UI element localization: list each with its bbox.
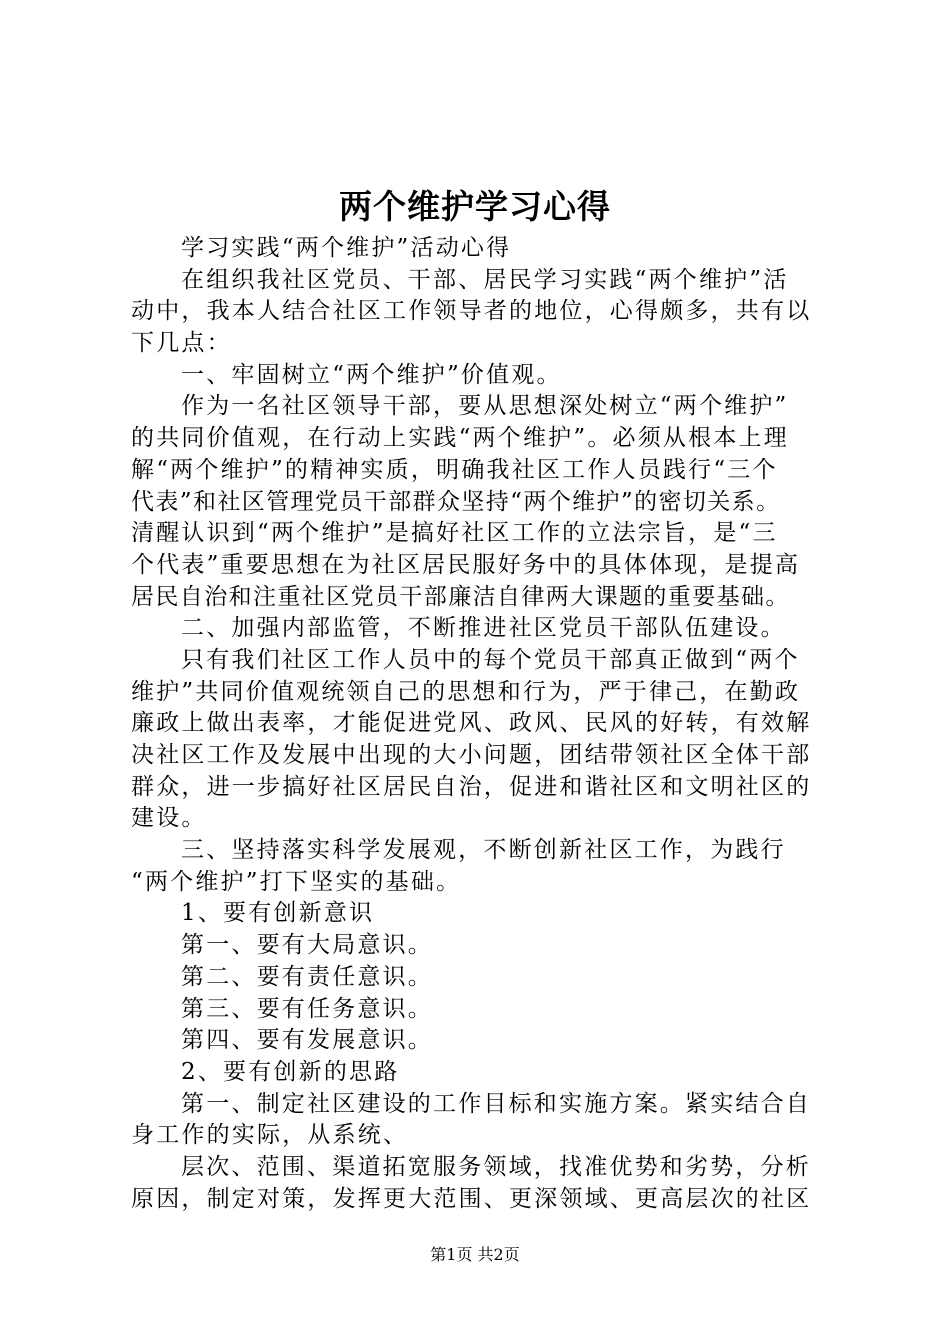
- page-footer: 第1页 共2页: [430, 1245, 520, 1264]
- body-line: 代表”和社区管理党员干部群众坚持“两个维护”的密切关系。: [131, 488, 781, 515]
- body-line: 二、加强内部监管，不断推进社区党员干部队伍建设。: [181, 615, 786, 642]
- body-line: 廉政上做出表率，才能促进党风、政风、民风的好转，有效解: [131, 710, 812, 737]
- body-line: 动中，我本人结合社区工作领导者的地位，心得颇多，共有以: [131, 298, 812, 325]
- body-line: 居民自治和注重社区党员干部廉洁自律两大课题的重要基础。: [131, 583, 790, 610]
- body-line: 群众，进一步搞好社区居民自治，促进和谐社区和文明社区的: [131, 773, 812, 800]
- body-line: 维护”共同价值观统领自己的思想和行为，严于律己，在勤政: [131, 678, 801, 705]
- document-title: 两个维护学习心得: [339, 187, 611, 226]
- body-line: 建设。: [131, 805, 207, 832]
- body-line: 1、要有创新意识: [181, 900, 375, 927]
- body-line: 下几点：: [131, 330, 232, 357]
- document-body: [131, 233, 831, 1215]
- body-line: 清醒认识到“两个维护”是搞好社区工作的立法宗旨，是“三: [131, 520, 778, 547]
- body-line: 的共同价值观，在行动上实践“两个维护”。必须从根本上理: [131, 425, 789, 452]
- body-line: 第四、要有发展意识。: [181, 1027, 433, 1054]
- body-line: 个代表”重要思想在为社区居民服好务中的具体体现，是提高: [131, 551, 801, 578]
- body-line: 第三、要有任务意识。: [181, 995, 433, 1022]
- body-line: “两个维护”打下坚实的基础。: [131, 868, 462, 895]
- body-line: 学习实践“两个维护”活动心得: [181, 235, 512, 261]
- body-line: 决社区工作及发展中出现的大小问题，团结带领社区全体干部: [131, 742, 812, 768]
- body-line: 第一、制定社区建设的工作目标和实施方案。紧实结合自: [181, 1090, 811, 1117]
- body-line: 解“两个维护”的精神实质，明确我社区工作人员践行“三个: [131, 456, 778, 483]
- body-line: 原因，制定对策，发挥更大范围、更深领域、更高层次的社区: [131, 1185, 812, 1212]
- body-line: 作为一名社区领导干部，要从思想深处树立“两个维护”: [181, 393, 789, 420]
- body-line: 一、牢固树立“两个维护”价值观。: [181, 361, 562, 388]
- body-line: 第一、要有大局意识。: [181, 932, 433, 959]
- body-line: 层次、范围、渠道拓宽服务领域，找准优势和劣势，分析: [181, 1153, 811, 1180]
- body-line: 第二、要有责任意识。: [181, 963, 433, 990]
- body-line: 身工作的实际，从系统、: [131, 1122, 409, 1149]
- body-line: 2、要有创新的思路: [181, 1058, 400, 1085]
- body-line: 在组织我社区党员、干部、居民学习实践“两个维护”活: [181, 266, 789, 293]
- body-line: 只有我们社区工作人员中的每个党员干部真正做到“两个: [181, 646, 800, 673]
- body-line: 三、坚持落实科学发展观，不断创新社区工作，为践行: [181, 837, 786, 864]
